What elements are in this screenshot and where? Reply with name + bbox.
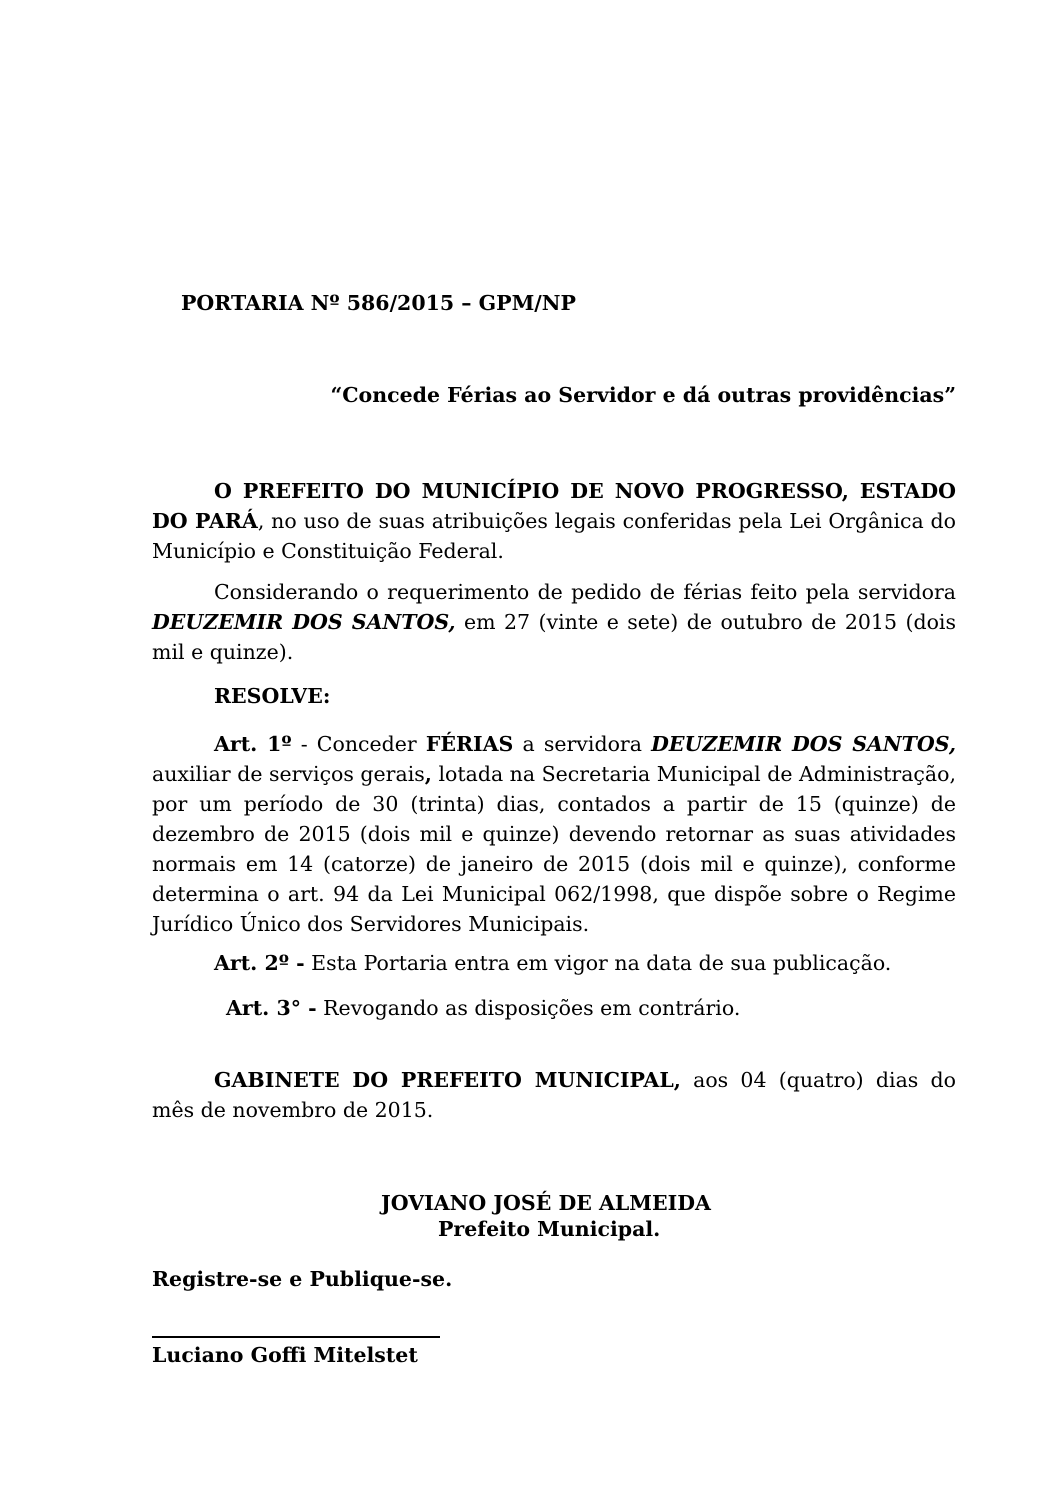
article-1 bbox=[152, 729, 956, 939]
article-3-text: Revogando as disposições em contrário. bbox=[316, 996, 741, 1020]
article-2-label: Art. 2º - bbox=[214, 951, 305, 975]
preamble-authority: O PREFEITO DO MUNICÍPIO DE NOVO PROGRESSO, ESTADO DO PARÁ bbox=[152, 479, 956, 533]
resolve-heading-text: RESOLVE: bbox=[214, 684, 331, 708]
document-title-text: PORTARIA Nº 586/2015 – GPM/NP bbox=[181, 291, 576, 315]
article-2-text: Esta Portaria entra em vigor na data de sua publicação. bbox=[304, 951, 892, 975]
article-1-ferias: FÉRIAS bbox=[425, 732, 514, 756]
article-1-comma: , bbox=[424, 762, 432, 786]
article-2 bbox=[214, 953, 891, 974]
article-1-text-3: auxiliar de serviços gerais bbox=[152, 762, 425, 786]
document-ementa bbox=[330, 385, 956, 406]
mayor-name bbox=[381, 1193, 711, 1214]
register-note bbox=[152, 1269, 452, 1290]
considering-paragraph bbox=[152, 577, 956, 667]
register-note-text: Registre-se e Publique-se. bbox=[152, 1267, 453, 1291]
secretary-name-text: Luciano Goffi Mitelstet bbox=[152, 1343, 418, 1367]
considering-servant-name: DEUZEMIR DOS SANTOS, bbox=[152, 610, 456, 634]
signature-line bbox=[152, 1336, 440, 1338]
document-title bbox=[181, 293, 576, 314]
mayor-name-text: JOVIANO JOSÉ DE ALMEIDA bbox=[381, 1191, 711, 1215]
article-1-text-4: lotada na Secretaria Municipal de Administração, por um período de 30 (trinta) dias, contados a partir de 15 (quinze) de dezembro de 2015 (dois mil e quinze) devendo retornar as suas atividades normais em 14 (catorze) de janeiro de 2015 (dois mil e quinze), conforme determina o art. 94 da Lei Municipal 062/1998, que dispõe sobre o Regime Jurídico Único dos Servidores Municipais. bbox=[152, 762, 956, 936]
closing-paragraph bbox=[152, 1065, 956, 1125]
article-3-label: Art. 3° - bbox=[226, 996, 317, 1020]
mayor-role bbox=[438, 1219, 660, 1240]
document-ementa-text: “Concede Férias ao Servidor e dá outras providências” bbox=[330, 383, 956, 407]
article-1-text-2: a servidora bbox=[513, 732, 652, 756]
article-1-servant-name: DEUZEMIR DOS SANTOS, bbox=[651, 732, 956, 756]
article-1-text-1: - Conceder bbox=[291, 732, 426, 756]
considering-text-before: Considerando o requerimento de pedido de férias feito pela servidora bbox=[214, 580, 956, 604]
preamble-paragraph bbox=[152, 476, 956, 566]
closing-office: GABINETE DO PREFEITO MUNICIPAL, bbox=[214, 1068, 681, 1092]
closing-text: aos 04 (quatro) dias do mês de novembro de 2015. bbox=[152, 1068, 956, 1122]
secretary-name bbox=[152, 1345, 418, 1366]
preamble-text: , no uso de suas atribuições legais conferidas pela Lei Orgânica do Município e Constituição Federal. bbox=[152, 509, 956, 563]
article-1-label: Art. 1º bbox=[214, 732, 292, 756]
mayor-role-text: Prefeito Municipal. bbox=[438, 1217, 661, 1241]
considering-text-after: em 27 (vinte e sete) de outubro de 2015 (dois mil e quinze). bbox=[152, 610, 956, 664]
resolve-heading bbox=[214, 686, 330, 707]
article-3 bbox=[226, 998, 740, 1019]
